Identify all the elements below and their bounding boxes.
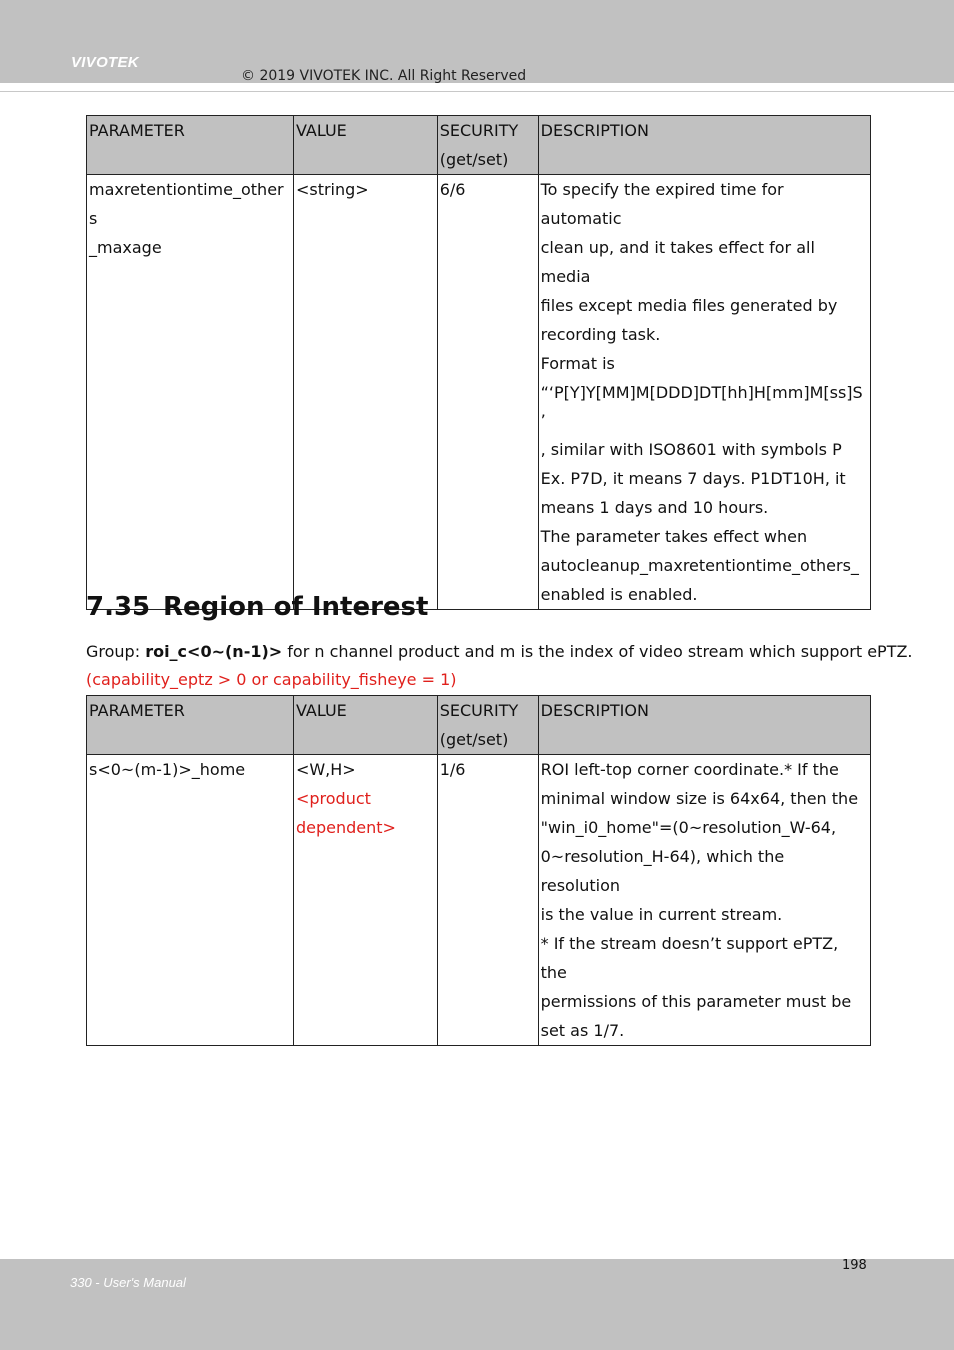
value-cell: <string> — [293, 175, 437, 610]
value-line3: dependent> — [295, 818, 396, 837]
value-line2: <product — [295, 789, 371, 808]
description-line: set as 1/7. — [540, 1021, 625, 1040]
description-cell — [538, 755, 870, 1046]
table-header-row — [87, 116, 871, 175]
col-description-header: DESCRIPTION — [538, 116, 870, 175]
description-line: To specify the expired time for automatic — [540, 180, 784, 228]
description-cell — [538, 175, 870, 610]
parameter-name-line1: maxretentiontime_others — [89, 180, 284, 228]
description-line: , similar with ISO8601 with symbols P — [540, 440, 842, 459]
footer-band — [0, 1259, 954, 1350]
col-parameter-header: PARAMETER — [87, 116, 294, 175]
description-line: files except media files generated by — [540, 296, 838, 315]
value-cell — [293, 755, 437, 1046]
section-title-text: Region of Interest — [163, 592, 429, 622]
description-line: Format is — [540, 354, 615, 373]
col-value-header: VALUE — [293, 696, 437, 755]
group-description — [86, 640, 913, 664]
security-cell: 1/6 — [437, 755, 538, 1046]
parameter-cell — [87, 175, 294, 610]
description-line: permissions of this parameter must be — [540, 992, 852, 1011]
description-line: Ex. P7D, it means 7 days. P1DT10H, it — [540, 469, 846, 488]
description-line: enabled is enabled. — [540, 585, 698, 604]
table-row — [87, 175, 871, 610]
copyright-text: © 2019 VIVOTEK INC. All Right Reserved — [241, 68, 527, 84]
section-heading — [86, 592, 428, 622]
description-line: “‘P[Y]Y[MM]M[DDD]DT[hh]H[mm]M[ss]S — [540, 383, 863, 402]
description-line: ’ — [540, 411, 546, 430]
security-header-line2: (get/set) — [439, 730, 509, 749]
security-header-line1: SECURITY — [439, 701, 519, 720]
parameter-cell: s<0~(m-1)>_home — [87, 755, 294, 1046]
parameter-name-line2: _maxage — [89, 238, 162, 257]
parameter-table-2 — [86, 695, 871, 1046]
group-suffix: for n channel product and m is the index of video stream which support ePTZ. — [282, 642, 913, 661]
col-security-header — [437, 116, 538, 175]
security-cell: 6/6 — [437, 175, 538, 610]
section-number: 7.35 — [86, 592, 151, 622]
description-line: minimal window size is 64x64, then the — [540, 789, 859, 808]
description-line: ROI left-top corner coordinate.* If the — [540, 760, 839, 779]
description-line: means 1 days and 10 hours. — [540, 498, 769, 517]
description-line: The parameter takes effect when — [540, 527, 808, 546]
col-value-header: VALUE — [293, 116, 437, 175]
brand-logo: VIVOTEK — [71, 54, 139, 71]
description-line: 0~resolution_H-64), which the resolution — [540, 847, 785, 895]
description-line: clean up, and it takes effect for all media — [540, 238, 815, 286]
security-header-line2: (get/set) — [439, 150, 509, 169]
description-line: "win_i0_home"=(0~resolution_W-64, — [540, 818, 837, 837]
security-header-line1: SECURITY — [439, 121, 519, 140]
description-line: is the value in current stream. — [540, 905, 783, 924]
col-parameter-header: PARAMETER — [87, 696, 294, 755]
group-prefix: Group: — [86, 642, 146, 661]
description-line: * If the stream doesn’t support ePTZ, the — [540, 934, 839, 982]
header-divider — [0, 91, 954, 92]
table-row — [87, 755, 871, 1046]
capability-condition: (capability_eptz > 0 or capability_fisheye = 1) — [86, 670, 457, 689]
parameter-table-1 — [86, 115, 871, 610]
page-number: 198 — [842, 1258, 867, 1273]
value-line1: <W,H> — [295, 760, 356, 779]
manual-page-label: 330 - User's Manual — [70, 1275, 186, 1290]
group-name: roi_c<0~(n-1)> — [145, 642, 283, 661]
description-line: autocleanup_maxretentiontime_others_ — [540, 556, 859, 575]
table-header-row — [87, 696, 871, 755]
col-description-header: DESCRIPTION — [538, 696, 870, 755]
description-line: recording task. — [540, 325, 661, 344]
col-security-header — [437, 696, 538, 755]
